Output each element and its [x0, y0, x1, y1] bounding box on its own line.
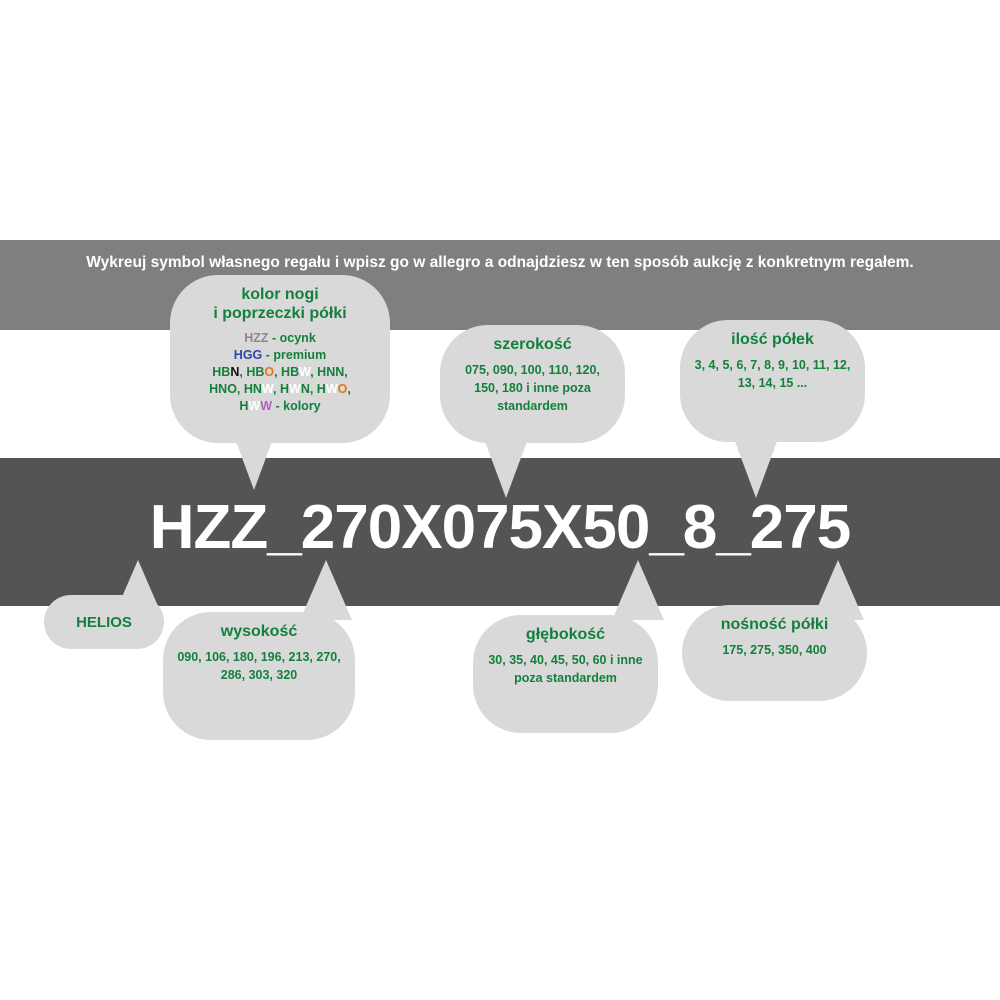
- bubble-szerokosc-body: 075, 090, 100, 110, 120, 150, 180 i inne poza standardem: [465, 363, 600, 413]
- brand-label: HELIOS: [76, 613, 132, 631]
- bubble-kolor-body: [184, 330, 376, 415]
- bubble-wysokosc: [163, 612, 355, 740]
- kolor-code-part: , HB: [239, 365, 265, 379]
- kolor-row: [184, 381, 376, 398]
- kolor-code-part: , HN: [236, 382, 262, 396]
- kolor-row: [184, 347, 376, 364]
- kolor-code-part: O: [337, 382, 348, 396]
- kolor-code-part: HGG: [233, 348, 263, 362]
- bubble-kolor-title-line2: i poprzeczki półki: [213, 305, 347, 322]
- kolor-code-part: H: [239, 399, 249, 413]
- kolor-code-part: , HB: [274, 365, 300, 379]
- bubble-nosnosc-polki: [682, 605, 867, 701]
- kolor-code-part: W: [261, 382, 274, 396]
- kolor-row: [184, 330, 376, 347]
- bubble-kolor-nogi: [170, 275, 390, 443]
- kolor-code-part: N: [230, 365, 240, 379]
- kolor-code-part: W: [260, 399, 273, 413]
- bubble-kolor-rows: [184, 330, 376, 415]
- bubble-tail-glebokosc: [612, 560, 664, 620]
- header-instruction: Wykreuj symbol własnego regału i wpisz go w allegro a odnajdziesz w ten sposób aukcję z konkretnym regałem.: [86, 254, 914, 271]
- kolor-code-part: , HNN,: [310, 365, 348, 379]
- bubble-glebokosc: [473, 615, 658, 733]
- kolor-code-part: W: [325, 382, 338, 396]
- kolor-code-part: , H: [273, 382, 290, 396]
- kolor-code-part: W: [289, 382, 301, 396]
- bubble-nosnosc-title: nośność półki: [720, 616, 829, 633]
- bubble-helios: [44, 595, 164, 649]
- kolor-code-part: N, H: [300, 382, 326, 396]
- kolor-code-part: - kolory: [272, 399, 321, 413]
- bubble-szerokosc-title: szerokość: [493, 336, 572, 353]
- kolor-code-part: - premium: [262, 348, 327, 362]
- kolor-code-part: W: [248, 399, 261, 413]
- bubble-kolor-title-line1: kolor nogi: [241, 286, 319, 303]
- kolor-code-part: - ocynk: [268, 331, 316, 345]
- bubble-glebokosc-body: 30, 35, 40, 45, 50, 60 i inne poza standardem: [488, 653, 643, 685]
- bubble-ilosc-polek: [680, 320, 865, 442]
- kolor-row: [184, 398, 376, 415]
- bubble-tail-wysokosc: [300, 560, 352, 620]
- bubble-wysokosc-body: 090, 106, 180, 196, 213, 270, 286, 303, 320: [177, 650, 341, 682]
- kolor-code-part: O: [264, 365, 275, 379]
- bubble-ilosc-title: ilość półek: [731, 331, 814, 348]
- bubble-szerokosc: [440, 325, 625, 443]
- kolor-row: [184, 364, 376, 381]
- kolor-code-part: HB: [212, 365, 231, 379]
- product-code: HZZ_270X075X50_8_275: [149, 493, 851, 562]
- kolor-code-part: HZZ: [244, 331, 269, 345]
- bubble-ilosc-body: 3, 4, 5, 6, 7, 8, 9, 10, 11, 12, 13, 14, 15 ...: [694, 358, 851, 390]
- kolor-code-part: W: [299, 365, 311, 379]
- bubble-nosnosc-body: 175, 275, 350, 400: [722, 643, 827, 657]
- kolor-code-part: HNO: [209, 382, 237, 396]
- kolor-code-part: ,: [347, 382, 351, 396]
- bubble-glebokosc-title: głębokość: [525, 626, 606, 643]
- bubble-wysokosc-title: wysokość: [220, 623, 298, 640]
